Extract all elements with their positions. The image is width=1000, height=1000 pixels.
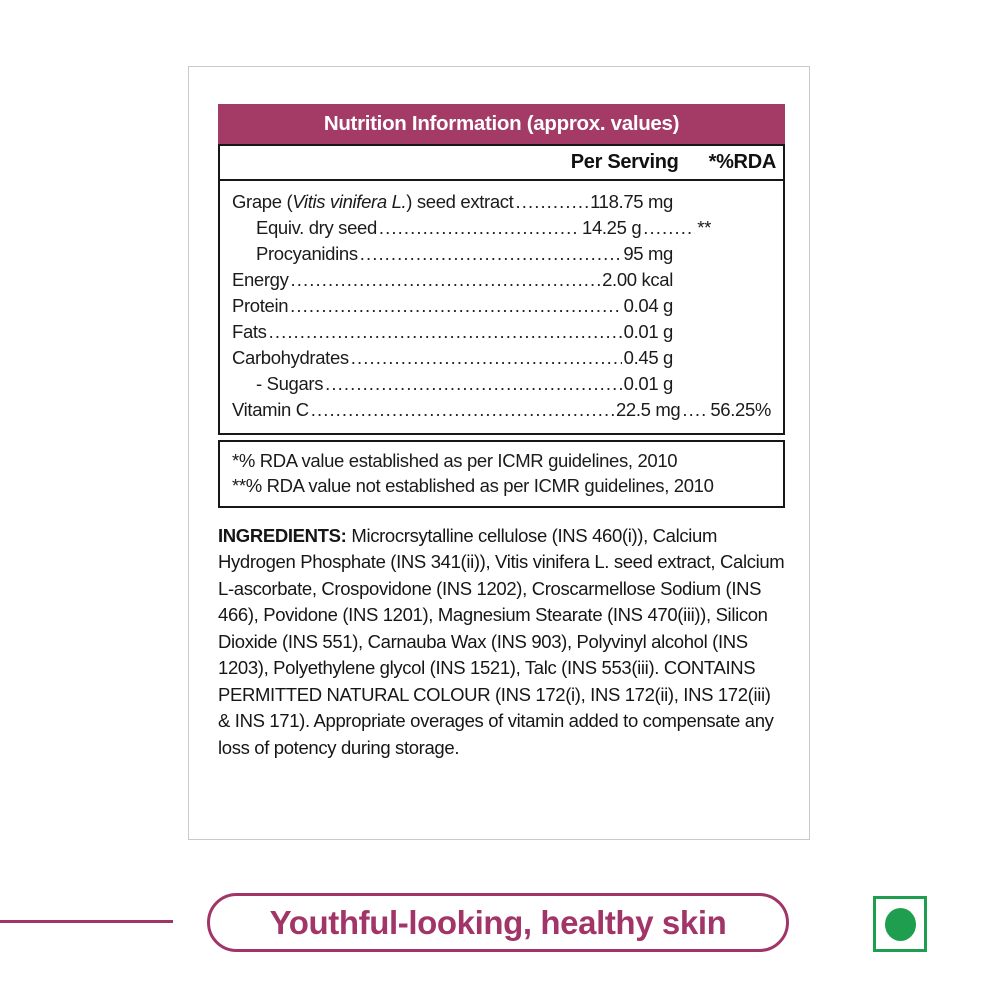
- dot-leader: [515, 189, 588, 215]
- dot-leader: [682, 397, 708, 423]
- row-rda-value: 56.25%: [710, 398, 771, 420]
- row-label: - Sugars: [256, 372, 324, 394]
- row-label: Grape (Vitis vinifera L.) seed extract: [232, 190, 514, 212]
- footnotes-box: [218, 440, 785, 508]
- row-value: 2.00 kcal: [602, 268, 673, 290]
- dot-leader: [311, 397, 614, 423]
- table-row-energy: [232, 267, 773, 293]
- row-value: 14.25 g: [582, 216, 642, 238]
- table-row-carbohydrates: [232, 345, 773, 371]
- table-row-equiv-dry-seed: [232, 215, 773, 241]
- table-row-procyanidins: [232, 241, 773, 267]
- row-value: 0.45 g: [623, 346, 673, 368]
- nutrition-title-bar: [218, 104, 785, 144]
- nutrition-rows-box: [218, 179, 785, 435]
- table-row-grape-seed-extract: [232, 189, 773, 215]
- nutrition-title: Nutrition Information (approx. values): [323, 112, 680, 135]
- vegetarian-mark-icon: [873, 896, 927, 952]
- row-label: Protein: [232, 294, 289, 316]
- footnote-rda-not-established: **% RDA value not established as per ICMR guidelines, 2010: [232, 474, 714, 496]
- tagline-rule-line: [0, 920, 173, 923]
- row-label: Carbohydrates: [232, 346, 349, 368]
- row-label: Fats: [232, 320, 267, 342]
- col-rda: *%RDA: [708, 151, 776, 173]
- dot-leader: [643, 215, 695, 241]
- nutrition-panel: [218, 104, 785, 761]
- table-row-sugars: [232, 371, 773, 397]
- row-label: Vitamin C: [232, 398, 309, 420]
- row-label: Equiv. dry seed: [256, 216, 377, 238]
- row-value: 95 mg: [623, 242, 673, 264]
- row-value: 0.01 g: [623, 372, 673, 394]
- dot-leader: [290, 293, 621, 319]
- row-value: 22.5 mg: [615, 398, 681, 420]
- ingredients-text: Microcrsytalline cellulose (INS 460(i)), Calcium Hydrogen Phosphate (INS 341(ii)), Vitis vinifera L. seed extract, Calcium L-ascorbate, Crospovidone (INS 1202), Croscarmellose Sodium (INS 466), Povidone (INS 1201), Magnesium Stearate (INS 470(iii)), Silicon Dioxide (INS 551), Carnauba Wax (INS 903), Polyvinyl alcohol (INS 1203), Polyethylene glycol (INS 1521), Talc (INS 553(iii). CONTAINS PERMITTED NATURAL COLOUR (INS 172(i), INS 172(ii), INS 172(iii) & INS 171). Appropriate overages of vitamin added to compensate any loss of potency during storage.: [218, 524, 785, 758]
- ingredients-label: INGREDIENTS:: [218, 524, 347, 546]
- col-per-serving: Per Serving: [570, 151, 679, 173]
- dot-leader: [360, 241, 622, 267]
- tagline-pill: [207, 893, 789, 952]
- row-label: Procyanidins: [256, 242, 358, 264]
- ingredients-paragraph: [218, 523, 785, 762]
- table-row-protein: [232, 293, 773, 319]
- label-card: [188, 66, 810, 840]
- dot-leader: [269, 319, 622, 345]
- table-row-fats: [232, 319, 773, 345]
- dot-leader: [379, 215, 580, 241]
- tagline-text: Youthful-looking, healthy skin: [269, 903, 727, 941]
- row-rda-value: **: [697, 216, 711, 238]
- footnote-rda-established: *% RDA value established as per ICMR guidelines, 2010: [232, 449, 678, 471]
- dot-leader: [325, 371, 622, 397]
- column-header-row: [218, 144, 785, 181]
- row-label: Energy: [232, 268, 289, 290]
- vegetarian-dot-icon: [885, 908, 916, 941]
- row-value: 118.75 mg: [590, 190, 673, 212]
- table-row-vitamin-c: [232, 397, 773, 423]
- dot-leader: [351, 345, 622, 371]
- row-value: 0.01 g: [623, 320, 673, 342]
- dot-leader: [291, 267, 601, 293]
- row-value: 0.04 g: [623, 294, 673, 316]
